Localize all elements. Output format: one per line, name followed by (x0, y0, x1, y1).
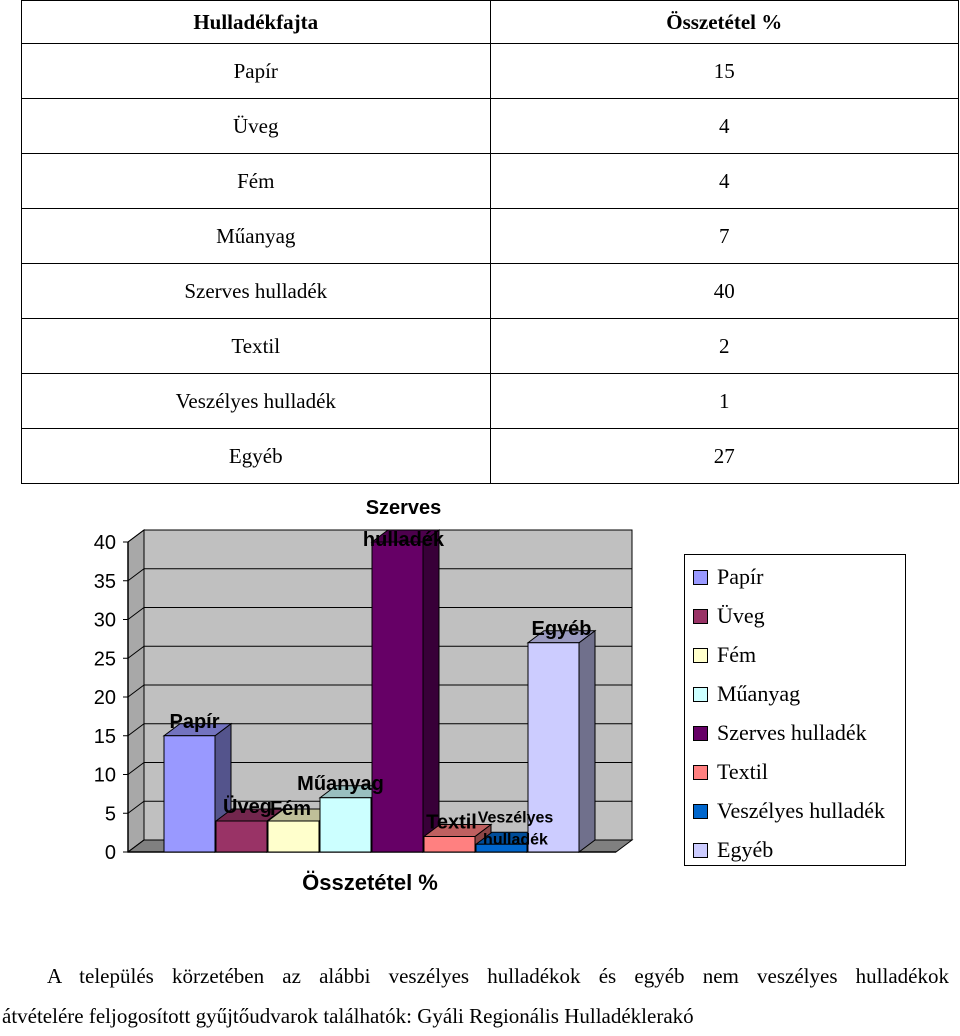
bar-side-face (579, 631, 595, 852)
cell-waste-type: Szerves hulladék (22, 264, 491, 319)
bar-szerves-hulladék (372, 530, 439, 852)
table-row (22, 99, 959, 154)
y-tick-label: 40 (93, 532, 116, 554)
y-tick-label: 35 (93, 570, 116, 593)
cell-waste-type: Veszélyes hulladék (22, 374, 491, 429)
x-axis-title: Összetétel % (302, 870, 438, 895)
cell-percent: 1 (490, 374, 958, 429)
composition-table (21, 0, 959, 484)
bar-front-face (268, 821, 319, 852)
legend-label: Üveg (717, 603, 765, 628)
header-composition: Összetétel % (490, 1, 958, 44)
data-label: hulladék (362, 529, 445, 551)
legend-swatch (693, 570, 708, 585)
y-tick-label: 10 (93, 764, 116, 787)
table-row (22, 319, 959, 374)
legend-label: Egyéb (717, 837, 774, 862)
legend-item (693, 760, 768, 784)
data-label: Egyéb (531, 617, 592, 640)
legend-item (693, 604, 765, 628)
data-label: Veszélyes (477, 809, 554, 827)
legend-swatch (693, 648, 708, 663)
y-tick-label: 25 (93, 648, 116, 671)
cell-percent: 15 (490, 44, 958, 99)
cell-waste-type: Egyéb (22, 429, 491, 484)
legend-item (693, 799, 885, 823)
data-label: Papír (169, 710, 220, 733)
legend-label: Textil (717, 759, 769, 784)
legend-swatch (693, 687, 708, 702)
data-label: Fém (269, 798, 312, 820)
cell-waste-type: Fém (22, 154, 491, 209)
bar-side-face (423, 530, 439, 852)
composition-bar-chart (0, 498, 680, 898)
data-label: Műanyag (297, 772, 384, 795)
cell-percent: 27 (490, 429, 958, 484)
legend-swatch (693, 726, 708, 741)
legend-item (693, 838, 773, 862)
bar-front-face (372, 542, 423, 852)
legend-swatch (693, 609, 708, 624)
table-row (22, 209, 959, 264)
data-label: Szerves (365, 498, 442, 519)
y-tick-label: 0 (104, 842, 116, 864)
legend-label: Műanyag (717, 681, 801, 706)
legend-swatch (693, 843, 708, 858)
paragraph-line-1: A település körzetében az alábbi veszélyes hulladékok és egyéb nem veszélyes hulladékok (47, 964, 949, 988)
bar-front-face (216, 821, 267, 852)
data-label: Üveg (223, 796, 272, 818)
body-paragraph (0, 956, 960, 1036)
bar-front-face (164, 736, 215, 852)
cell-percent: 4 (490, 99, 958, 154)
chart-legend (684, 554, 906, 866)
table-row (22, 429, 959, 484)
bar-front-face (320, 798, 371, 852)
y-tick-label: 5 (104, 803, 116, 826)
legend-item (693, 643, 756, 667)
y-axis-ticks (94, 532, 128, 864)
y-tick-label: 20 (93, 687, 116, 709)
bar-front-face (424, 837, 475, 853)
table-header-row (22, 1, 959, 44)
data-label: Textil (426, 811, 477, 834)
cell-percent: 7 (490, 209, 958, 264)
cell-percent: 40 (490, 264, 958, 319)
table-row (22, 374, 959, 429)
cell-waste-type: Papír (22, 44, 491, 99)
legend-label: Szerves hulladék (717, 720, 867, 745)
legend-item (693, 682, 800, 706)
data-label: hulladék (483, 831, 548, 849)
paragraph-line-2: átvételére feljogosított gyűjtőudvarok találhatók: Gyáli Regionális Hulladéklerakó (2, 1004, 694, 1028)
legend-swatch (693, 804, 708, 819)
table-row (22, 154, 959, 209)
legend-item (693, 721, 867, 745)
legend-item (693, 565, 763, 589)
y-tick-label: 30 (93, 609, 116, 632)
cell-waste-type: Textil (22, 319, 491, 374)
legend-label: Veszélyes hulladék (717, 798, 885, 823)
cell-percent: 2 (490, 319, 958, 374)
table-row (22, 264, 959, 319)
y-tick-label: 15 (93, 725, 116, 748)
cell-waste-type: Üveg (22, 99, 491, 154)
legend-label: Fém (717, 642, 757, 667)
cell-percent: 4 (490, 154, 958, 209)
cell-waste-type: Műanyag (22, 209, 491, 264)
legend-swatch (693, 765, 708, 780)
legend-label: Papír (717, 564, 764, 589)
header-waste-type: Hulladékfajta (22, 1, 491, 44)
table-row (22, 44, 959, 99)
